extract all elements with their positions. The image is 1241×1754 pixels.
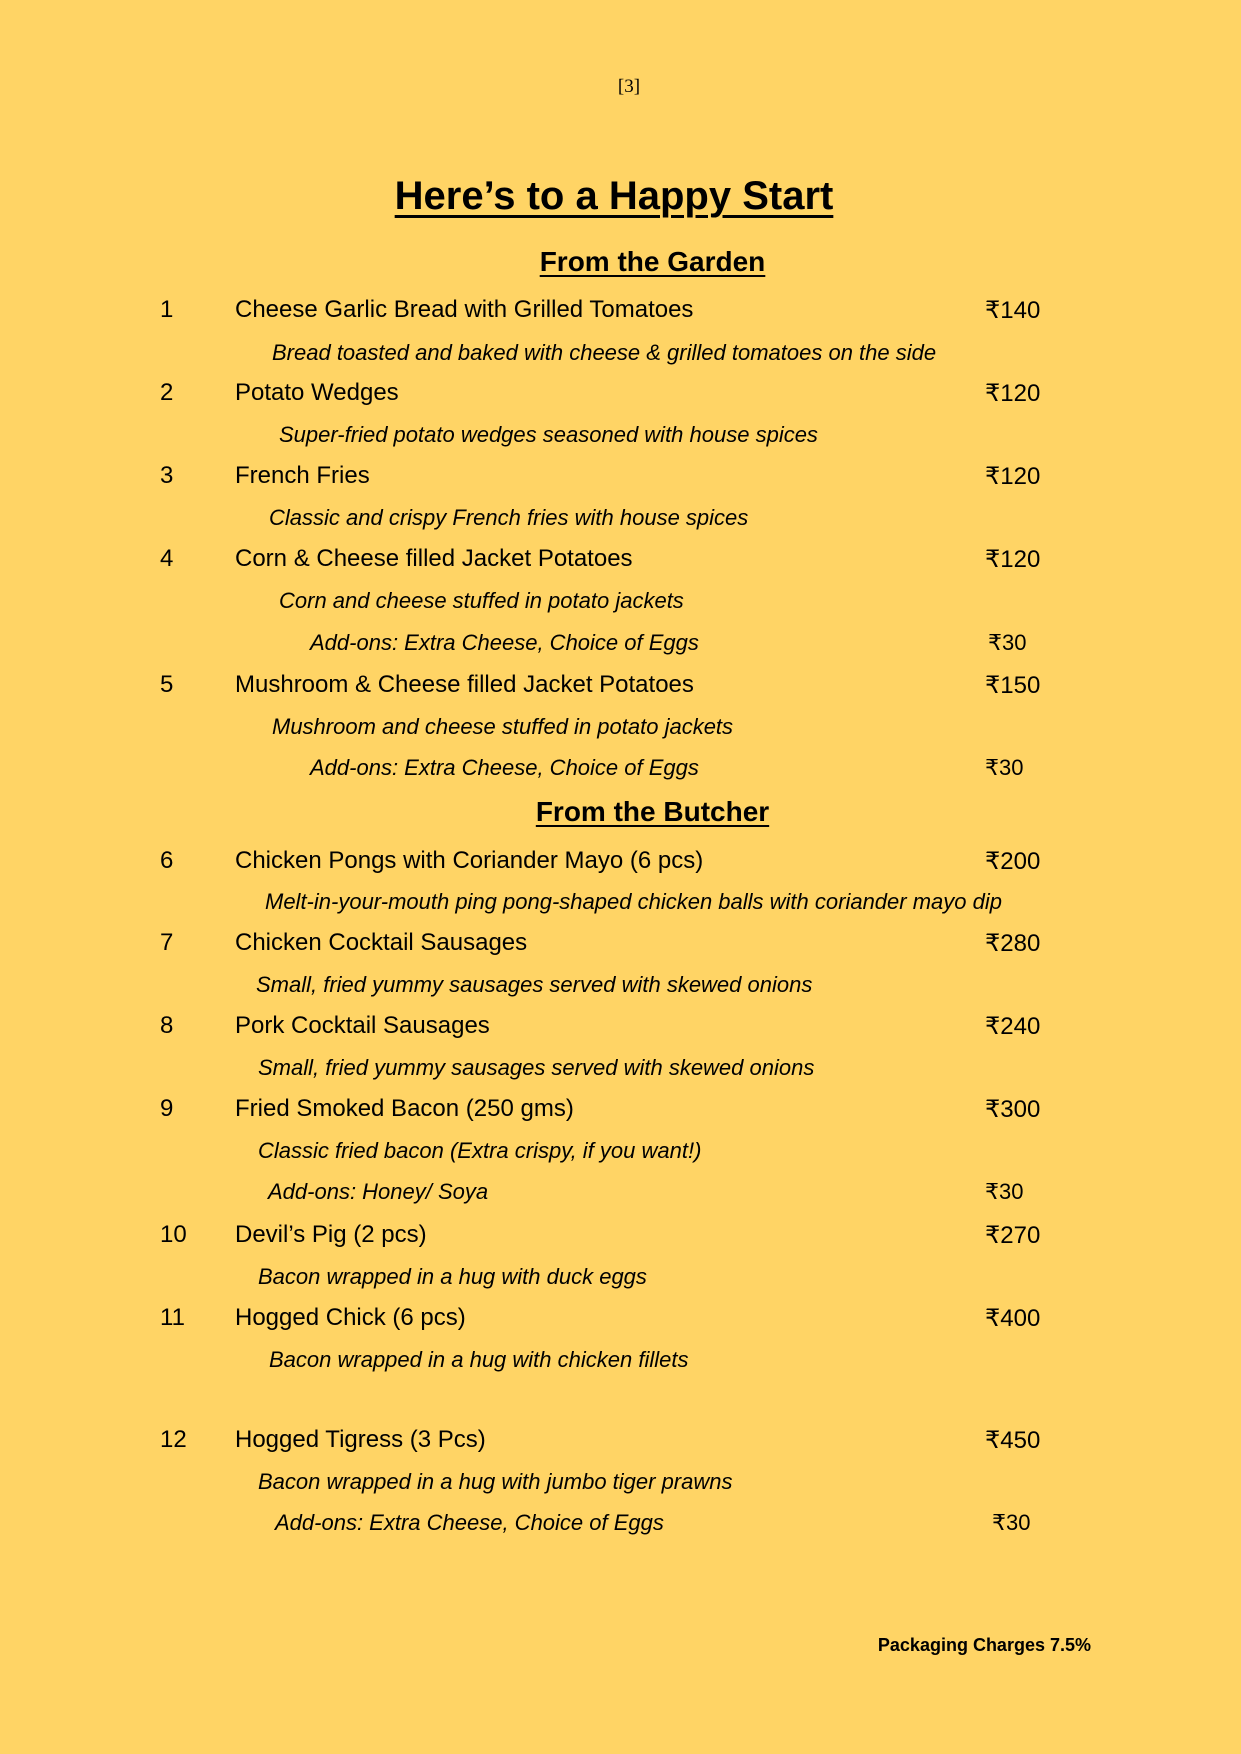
item-number: 6 <box>160 847 174 874</box>
item-name: Chicken Pongs with Coriander Mayo (6 pcs) <box>235 847 704 874</box>
menu-item <box>0 462 1241 496</box>
item-description: Mushroom and cheese stuffed in potato jackets <box>272 714 734 739</box>
item-number: 12 <box>160 1426 187 1453</box>
item-name: Pork Cocktail Sausages <box>235 1012 490 1039</box>
item-description: Classic and crispy French fries with house spices <box>269 505 749 530</box>
addon-price: ₹30 <box>985 755 1024 780</box>
menu-item <box>0 296 1241 330</box>
item-description: Bacon wrapped in a hug with duck eggs <box>258 1264 647 1289</box>
item-description: Bread toasted and baked with cheese & grilled tomatoes on the side <box>272 340 937 365</box>
item-price: ₹240 <box>985 1013 1041 1040</box>
item-name: Potato Wedges <box>235 379 399 406</box>
item-name: French Fries <box>235 462 370 489</box>
addon-price: ₹30 <box>988 630 1027 655</box>
menu-item <box>0 1221 1241 1255</box>
menu-item <box>0 545 1241 579</box>
item-number: 2 <box>160 379 174 406</box>
menu-item <box>0 929 1241 963</box>
menu-item <box>0 1426 1241 1460</box>
item-name: Chicken Cocktail Sausages <box>235 929 528 956</box>
item-number: 1 <box>160 296 174 323</box>
section-title-butcher: From the Butcher <box>535 796 770 827</box>
addon-label: Add-ons: Extra Cheese, Choice of Eggs <box>275 1510 664 1535</box>
item-addon <box>0 630 1241 660</box>
menu-item <box>0 1012 1241 1046</box>
item-price: ₹450 <box>985 1427 1041 1454</box>
item-name: Corn & Cheese filled Jacket Potatoes <box>235 545 633 572</box>
menu-item <box>0 1304 1241 1338</box>
item-description: Classic fried bacon (Extra crispy, if you want!) <box>258 1138 702 1163</box>
item-price: ₹400 <box>985 1305 1041 1332</box>
addon-price: ₹30 <box>992 1510 1031 1535</box>
item-price: ₹270 <box>985 1222 1041 1249</box>
item-price: ₹280 <box>985 930 1041 957</box>
item-number: 11 <box>160 1304 185 1331</box>
item-number: 4 <box>160 545 174 572</box>
item-description: Melt-in-your-mouth ping pong-shaped chicken balls with coriander mayo dip <box>265 889 1002 914</box>
item-name: Fried Smoked Bacon (250 gms) <box>235 1095 574 1122</box>
item-number: 3 <box>160 462 174 489</box>
item-description: Small, fried yummy sausages served with skewed onions <box>256 972 813 997</box>
item-number: 5 <box>160 671 174 698</box>
addon-label: Add-ons: Extra Cheese, Choice of Eggs <box>310 630 699 655</box>
item-addon <box>0 1179 1241 1209</box>
item-description: Bacon wrapped in a hug with jumbo tiger prawns <box>258 1469 733 1494</box>
addon-price: ₹30 <box>985 1179 1024 1204</box>
item-name: Hogged Tigress (3 Pcs) <box>235 1426 486 1453</box>
page-number: [3] <box>617 76 641 97</box>
item-number: 9 <box>160 1095 174 1122</box>
addon-label: Add-ons: Extra Cheese, Choice of Eggs <box>310 755 699 780</box>
item-name: Mushroom & Cheese filled Jacket Potatoes <box>235 671 694 698</box>
item-price: ₹140 <box>985 297 1041 324</box>
addon-label: Add-ons: Honey/ Soya <box>268 1179 489 1204</box>
item-number: 10 <box>160 1221 187 1248</box>
item-number: 7 <box>160 929 174 956</box>
item-price: ₹200 <box>985 848 1041 875</box>
item-name: Cheese Garlic Bread with Grilled Tomatoes <box>235 296 694 323</box>
menu-item <box>0 379 1241 413</box>
item-number: 8 <box>160 1012 174 1039</box>
menu-item <box>0 1095 1241 1129</box>
item-price: ₹120 <box>985 463 1041 490</box>
item-price: ₹300 <box>985 1096 1041 1123</box>
item-description: Bacon wrapped in a hug with chicken fillets <box>269 1347 689 1372</box>
menu-item <box>0 847 1241 881</box>
item-addon <box>0 1510 1241 1540</box>
item-price: ₹150 <box>985 672 1041 699</box>
item-addon <box>0 755 1241 785</box>
item-description: Corn and cheese stuffed in potato jackets <box>279 588 684 613</box>
item-price: ₹120 <box>985 380 1041 407</box>
item-description: Small, fried yummy sausages served with skewed onions <box>258 1055 815 1080</box>
item-name: Devil’s Pig (2 pcs) <box>235 1221 427 1248</box>
item-name: Hogged Chick (6 pcs) <box>235 1304 466 1331</box>
menu-item <box>0 671 1241 705</box>
page-title: Here’s to a Happy Start <box>394 174 834 218</box>
packaging-charges-note: Packaging Charges 7.5% <box>877 1635 1091 1655</box>
section-title-garden: From the Garden <box>539 246 766 277</box>
item-price: ₹120 <box>985 546 1041 573</box>
item-description: Super-fried potato wedges seasoned with house spices <box>279 422 818 447</box>
